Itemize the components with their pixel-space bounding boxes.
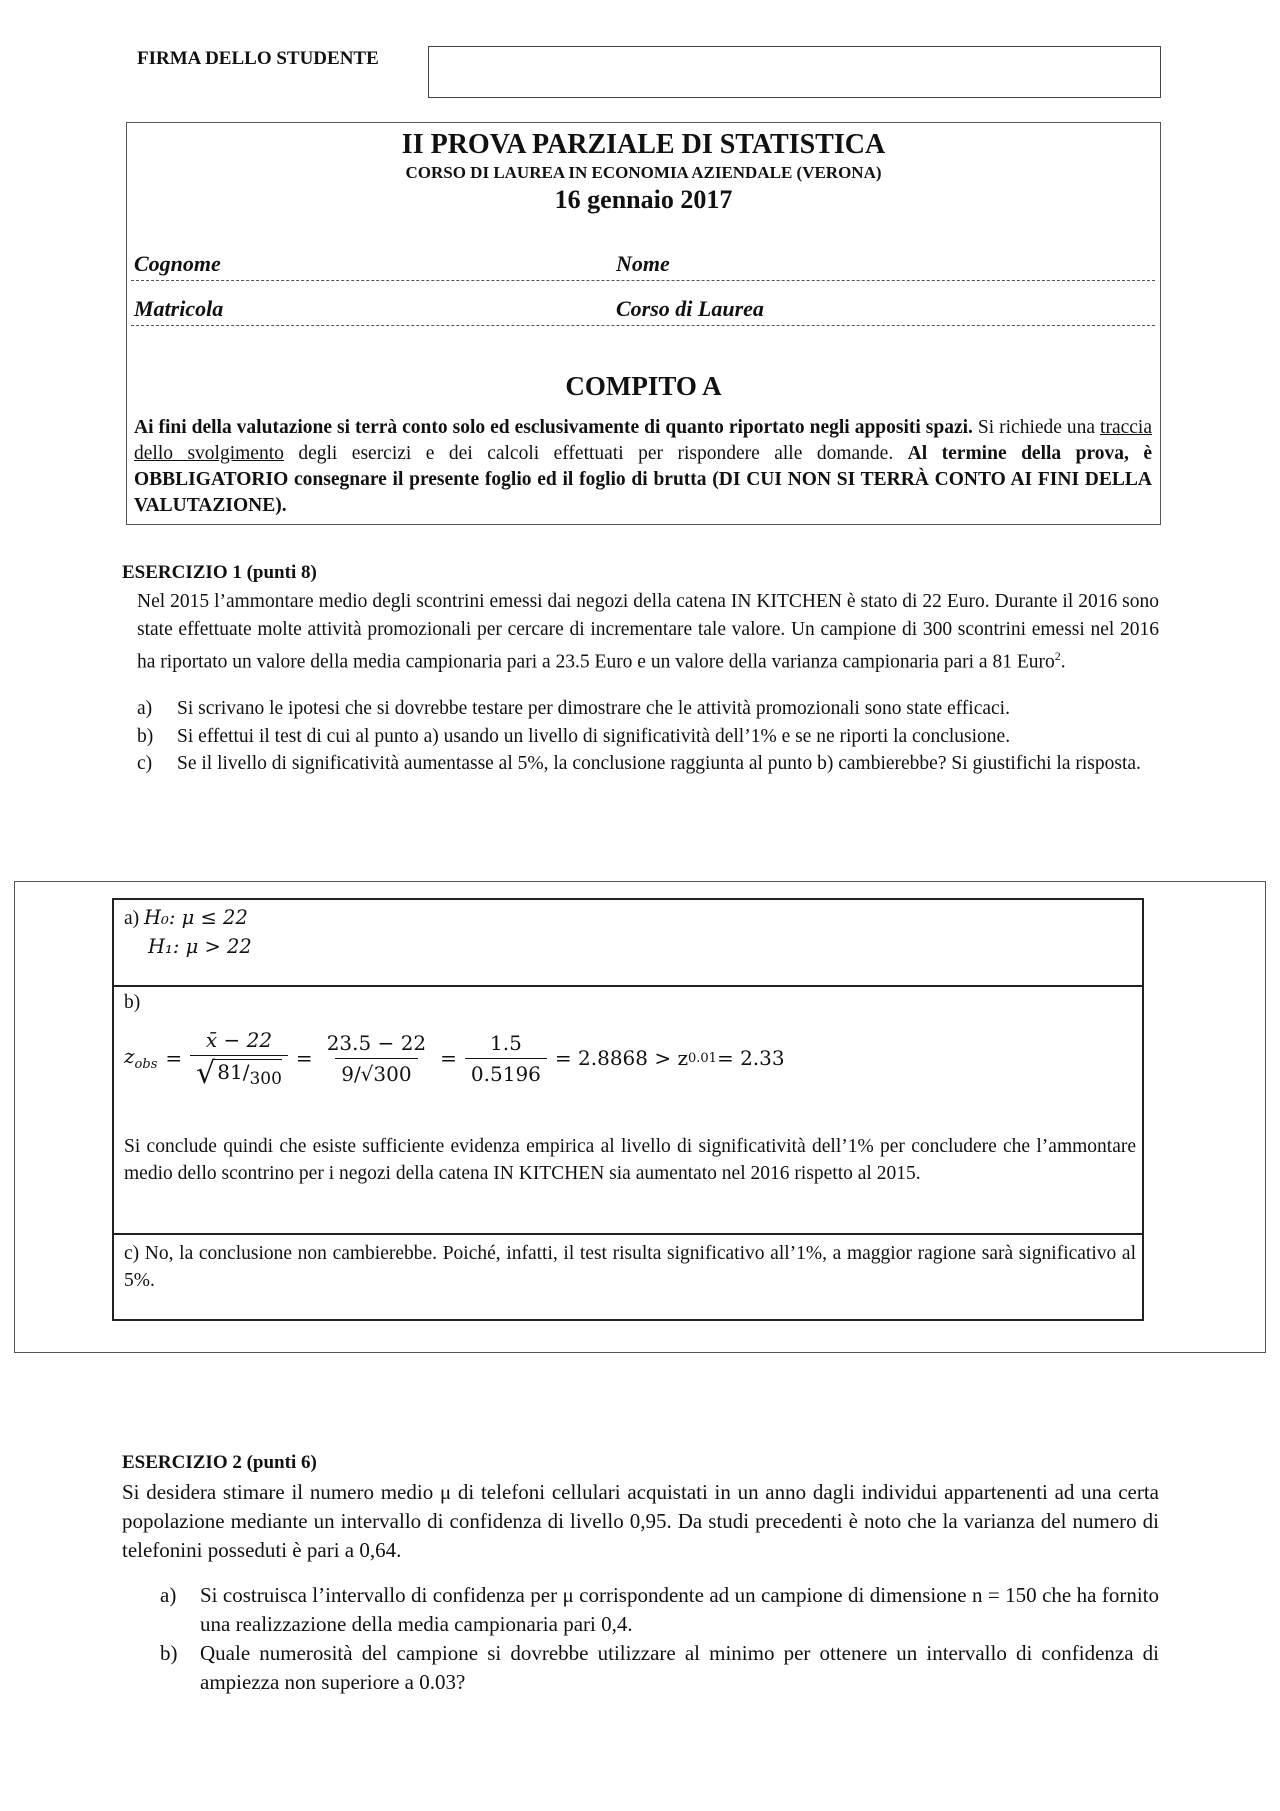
instructions-bold-1: Ai fini della valutazione si terrà conto solo ed esclusivamente di quanto riportato negli appositi spazi.: [134, 417, 973, 438]
exercise2-title: ESERCIZIO 2 (punti 6): [122, 1452, 317, 1473]
answer-b-conclusion: Si conclude quindi che esiste sufficiente evidenza empirica al livello di significatività dell’1% per concludere che l’ammontare medio dello scontrino per i negozi della catena IN KITCHEN sia aumentato nel 2016 rispetto al 2015.: [124, 1136, 1136, 1184]
question-text: Quale numerosità del campione si dovrebbe utilizzare al minimo per ottenere un intervallo di confidenza di ampiezza non superiore a 0.03?: [200, 1641, 1159, 1694]
question-item: [160, 1639, 1159, 1697]
fraction-simplified: $\frac{1.5}{0.5196}$: [465, 1031, 547, 1086]
test-statistic-formula: $z_{obs}$ = x̄ − 22 √ $81/_{300}$ = $\frac{23.5 - 22}{9/√300}$ = $\frac{1.5}{0.5196}$ = 2.8868 > z 0.01 = 2.33: [124, 1027, 785, 1091]
degree-label: Corso di Laurea: [616, 296, 764, 321]
id-row-line[interactable]: [131, 325, 1155, 326]
fraction-values: $\frac{23.5 - 22}{9/√300}$: [326, 1030, 427, 1086]
question-item: [137, 695, 1159, 723]
question-text: Si effettui il test di cui al punto a) usando un livello di significatività dell’1% e se ne riporti la conclusione.: [177, 725, 1011, 747]
z-obs: $z_{obs}$: [124, 1044, 158, 1072]
signature-label: FIRMA DELLO STUDENTE: [137, 48, 379, 69]
question-label: b): [160, 1641, 178, 1665]
question-label: b): [137, 725, 154, 747]
instructions-text-1: Si richiede una: [972, 417, 1101, 438]
surname-label: Cognome: [134, 251, 221, 276]
exercise2-text: Si desidera stimare il numero medio μ di telefoni cellulari acquistati in un anno dagli individui appartenenti ad una certa popolazione mediante un intervallo di confidenza di livello 0,95. Da studi precedenti è noto che la varianza del numero di telefonini posseduti è pari a 0,64.: [122, 1480, 1159, 1562]
question-item: [160, 1581, 1159, 1639]
question-text: Si scrivano le ipotesi che si dovrebbe testare per dimostrare che le attività promozionali sono state efficaci.: [177, 698, 1010, 719]
exercise1-text: [137, 588, 1159, 676]
critical-subscript: 0.01: [688, 1050, 717, 1066]
name-label: Nome: [616, 251, 670, 276]
exam-title: II PROVA PARZIALE DI STATISTICA: [401, 129, 886, 160]
course-name: CORSO DI LAUREA IN ECONOMIA AZIENDALE (VERONA): [405, 163, 882, 182]
instructions-text-2: degli esercizi e dei calcoli effettuati per rispondere alle domande.: [283, 443, 908, 464]
null-hypothesis: H₀: μ ≤ 22: [144, 906, 248, 929]
row-divider: [114, 985, 1142, 987]
exercise1-text-sup: 2: [1054, 649, 1061, 663]
answer-c: c) No, la conclusione non cambierebbe. Poiché, infatti, il test risulta significativo all’1%, a maggior ragione sarà significativo al 5%.: [124, 1243, 1136, 1291]
exam-date: 16 gennaio 2017: [554, 185, 733, 214]
answer-b-label: b): [124, 992, 141, 1013]
instructions-underlined: traccia dello svolgimento: [134, 417, 1152, 464]
question-label: a): [137, 698, 153, 719]
row-divider: [114, 1233, 1142, 1235]
signature-field[interactable]: [428, 46, 1161, 98]
instructions: [134, 415, 1152, 519]
answer-a-h1-row: [124, 933, 252, 962]
exercise1-title: ESERCIZIO 1 (punti 8): [122, 562, 317, 583]
question-label: a): [160, 1583, 177, 1607]
name-row-line[interactable]: [131, 280, 1155, 281]
instructions-bold-2: Al termine della prova, è OBBLIGATORIO consegnare il presente foglio ed il foglio di brutta (DI CUI NON SI TERRÀ CONTO AI FINI DELLA VALUTAZIONE).: [134, 443, 1153, 516]
answer-a-h0-row: [124, 904, 252, 933]
alternative-hypothesis: H₁: μ > 22: [148, 935, 252, 958]
question-item: [137, 723, 1159, 751]
question-text: Si costruisca l’intervallo di confidenza per μ corrispondente ad un campione di dimensione n = 150 che ha fornito una realizzazione della media campionaria pari 0,4.: [200, 1583, 1159, 1636]
exercise1-text-end: .: [1060, 651, 1066, 673]
question-label: c): [137, 753, 153, 774]
question-item: [137, 750, 1159, 778]
test-result: = 2.8868 > z: [554, 1046, 688, 1070]
student-id-label: Matricola: [134, 296, 224, 321]
fraction-general: x̄ − 22 √ $81/_{300}$: [190, 1028, 288, 1089]
exercise1-questions: [137, 695, 1159, 778]
answer-a-label: a): [124, 908, 140, 929]
answer-a: [124, 904, 252, 962]
exercise1-text-body: Nel 2015 l’ammontare medio degli scontrini emessi dai negozi della catena IN KITCHEN è stato di 22 Euro. Durante il 2016 sono state effettuate molte attività promozionali per cercare di incrementare tale valore. Un campione di 300 scontrini emessi nel 2016 ha riportato un valore della media campionaria pari a 23.5 Euro e un valore della varianza campionaria pari a 81 Euro: [137, 591, 1159, 673]
question-text: Se il livello di significatività aumentasse al 5%, la conclusione raggiunta al punto b) cambierebbe? Si giustifichi la risposta.: [177, 753, 1141, 774]
exercise2-questions: [160, 1581, 1159, 1697]
exam-version: COMPITO A: [565, 371, 722, 401]
critical-value: = 2.33: [716, 1046, 785, 1070]
exam-header: [126, 122, 1161, 525]
answer-box[interactable]: [112, 898, 1144, 1321]
